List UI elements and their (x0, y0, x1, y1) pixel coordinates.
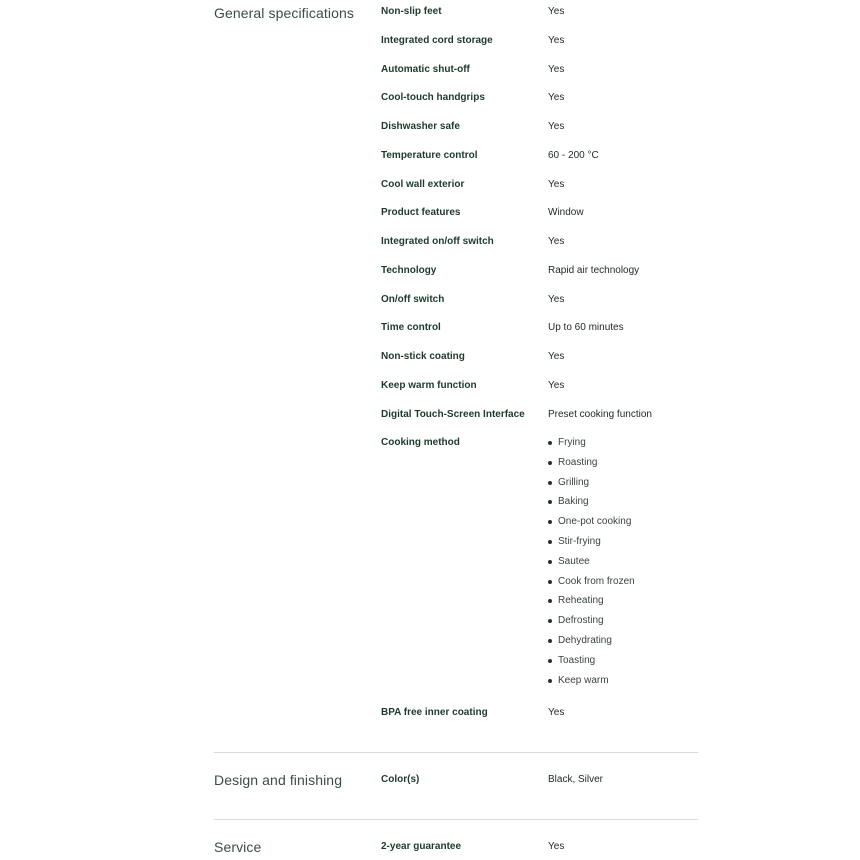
spec-label: Technology (381, 264, 437, 276)
spec-value: Yes (548, 707, 565, 718)
spec-value: Up to 60 minutes (548, 322, 624, 334)
spec-value: Yes (548, 121, 565, 132)
cooking-method-item (548, 436, 708, 456)
section-service-title: Service (214, 839, 262, 855)
cooking-method-label: One-pot cooking (558, 516, 632, 528)
spec-value: Yes (548, 236, 565, 247)
cooking-method-label: Dehydrating (558, 634, 612, 646)
spec-label: Non-slip feet (381, 6, 442, 17)
section-general-title: General specifications (214, 5, 354, 21)
bullet-icon (548, 599, 552, 603)
spec-label: Non-stick coating (381, 351, 465, 362)
spec-value: Rapid air technology (548, 264, 640, 276)
cooking-method-label: Sautee (558, 555, 590, 567)
spec-value: Yes (548, 178, 565, 190)
cooking-method-item (548, 614, 708, 634)
cooking-method-label: Cook from frozen (558, 575, 635, 587)
spec-value: Yes (548, 351, 565, 362)
cooking-method-item (548, 654, 708, 674)
spec-label: Cool-touch handgrips (381, 92, 485, 104)
bullet-icon (548, 441, 552, 445)
cooking-method-list (548, 436, 708, 693)
bullet-icon (548, 481, 552, 485)
cooking-method-label: Stir-frying (558, 535, 601, 547)
spec-value: Yes (548, 63, 565, 75)
spec-value: 60 - 200 °C (548, 149, 599, 161)
cooking-method-item (548, 535, 708, 555)
cooking-method-label: Defrosting (558, 615, 604, 627)
cooking-method-item (548, 515, 708, 535)
cooking-method-item (548, 575, 708, 595)
spec-value: Yes (548, 293, 565, 305)
spec-value: Window (548, 207, 584, 219)
bullet-icon (548, 560, 552, 564)
cooking-method-label: Keep warm (558, 674, 609, 686)
cooking-method-item (548, 634, 708, 654)
bullet-icon (548, 500, 552, 504)
cooking-method-label: Reheating (558, 595, 604, 607)
spec-value: Preset cooking function (548, 408, 652, 420)
spec-label: Automatic shut-off (381, 63, 470, 75)
section-divider (214, 752, 698, 753)
cooking-method-item (548, 476, 708, 496)
bullet-icon (548, 520, 552, 524)
cooking-method-item (548, 674, 708, 694)
spec-value: Yes (548, 6, 565, 17)
cooking-method-item (548, 555, 708, 575)
cooking-method-item (548, 594, 708, 614)
spec-label: Integrated on/off switch (381, 236, 494, 247)
bullet-icon (548, 540, 552, 544)
spec-label: Cool wall exterior (381, 178, 465, 190)
spec-label: 2-year guarantee (381, 841, 462, 852)
spec-label: Dishwasher safe (381, 121, 460, 132)
bullet-icon (548, 679, 552, 683)
spec-label: Color(s) (381, 774, 420, 785)
spec-label: On/off switch (381, 293, 445, 305)
cooking-method-label: Baking (558, 496, 589, 508)
cooking-method-label: Toasting (558, 654, 596, 666)
spec-value: Yes (548, 34, 565, 46)
cooking-method-label: Roasting (558, 456, 598, 468)
spec-value: Yes (548, 92, 565, 104)
spec-value: Black, Silver (548, 774, 604, 785)
spec-label: Digital Touch-Screen Interface (381, 408, 525, 420)
bullet-icon (548, 580, 552, 584)
bullet-icon (548, 659, 552, 663)
spec-label: Product features (381, 207, 461, 219)
bullet-icon (548, 461, 552, 465)
cooking-method-item (548, 456, 708, 476)
spec-label: Time control (381, 322, 441, 334)
spec-label: Integrated cord storage (381, 34, 493, 46)
spec-label: BPA free inner coating (381, 707, 488, 718)
spec-label: Keep warm function (381, 379, 477, 391)
spec-value: Yes (548, 841, 565, 852)
spec-label: Temperature control (381, 149, 478, 161)
spec-label: Cooking method (381, 437, 460, 448)
bullet-icon (548, 619, 552, 623)
section-design-title: Design and finishing (214, 772, 343, 788)
section-divider (214, 819, 698, 820)
cooking-method-label: Frying (558, 437, 586, 448)
bullet-icon (548, 639, 552, 643)
cooking-method-label: Grilling (558, 476, 590, 488)
spec-value: Yes (548, 379, 565, 391)
cooking-method-item (548, 495, 708, 515)
